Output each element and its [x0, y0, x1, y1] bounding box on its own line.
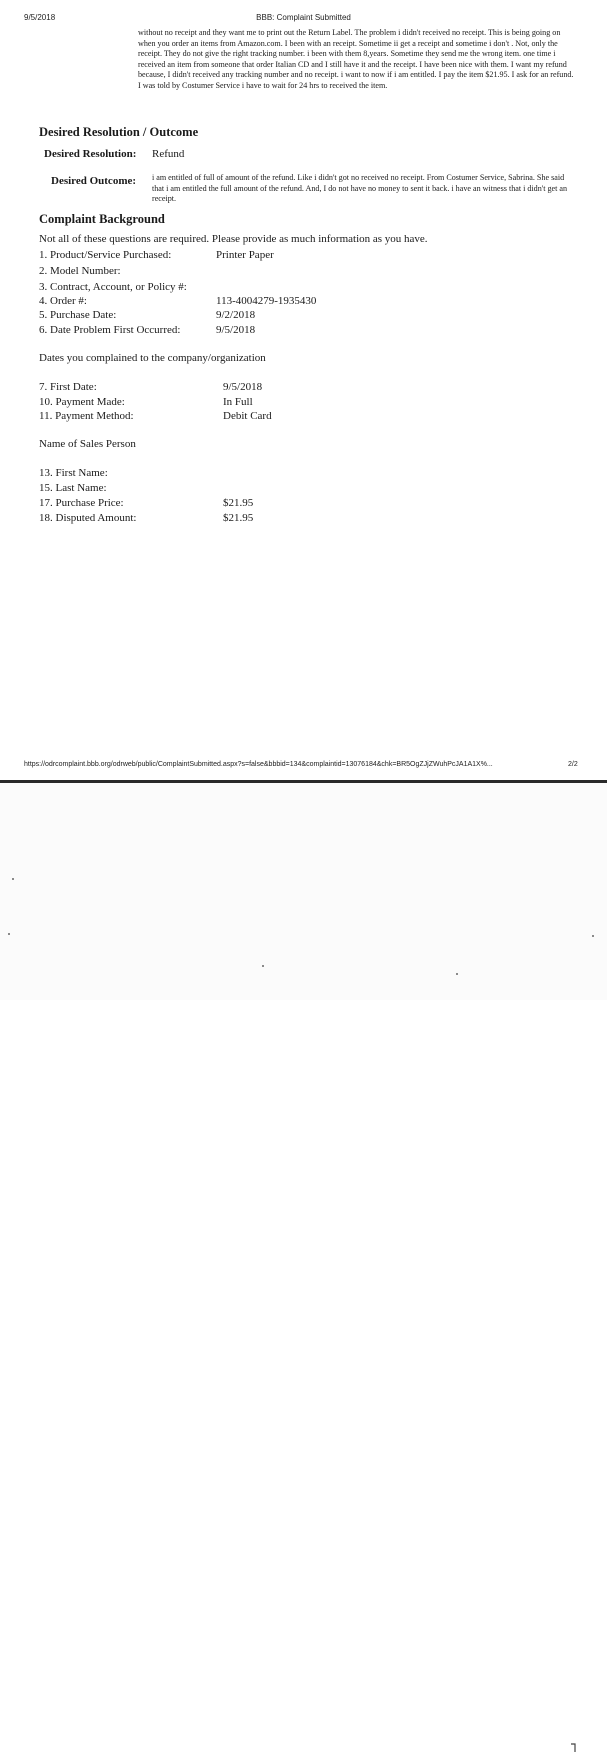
question-label: 3. Contract, Account, or Policy #: [39, 281, 187, 293]
sales-row [39, 467, 579, 481]
footer-url: https://odrcomplaint.bbb.org/odrweb/public/ComplaintSubmitted.aspx?s=false&bbbid=134&complaintid=13076184&chk=BR5OgZJjZWuhPcJA1A1X%... [24, 761, 493, 768]
date-label: 11. Payment Method: [39, 410, 134, 422]
question-row [39, 265, 579, 279]
scan-speck [262, 965, 264, 967]
sales-label: 13. First Name: [39, 467, 108, 479]
question-row [39, 309, 579, 323]
date-row [39, 381, 579, 395]
question-value: 9/2/2018 [216, 309, 256, 321]
resolution-heading: Desired Resolution / Outcome [39, 125, 199, 139]
scan-speck [12, 878, 14, 880]
date-row [39, 410, 579, 424]
date-label: 10. Payment Made: [39, 396, 125, 408]
question-row [39, 249, 579, 263]
document-page [0, 0, 607, 780]
sales-value: $21.95 [223, 497, 254, 509]
date-value: Debit Card [223, 410, 272, 422]
dates-heading: Dates you complained to the company/organization [39, 352, 266, 364]
background-intro: Not all of these questions are required. Please provide as much information as you have. [39, 233, 428, 245]
complaint-description: without no receipt and they want me to print out the Return Label. The problem i didn't received no receipt. This is being going on when you order an items from Amazon.com. I been with an receipt. Sometime ii get a receipt and sometime i don't . Not, only the receipt. They do not give the right tracking number. i been with them 8,years. Sometime they send me the wrong item. one time i received an item from someone that order Italian CD and I still have it and the receipt. I have been nice with them. I want my refund because, I didn't received any tracking number and no receipt. i want to now if i am entitled. I pay the item $21.95. I ask for an refund. I was told by Costumer Service i have to wait for 24 hrs to received the item. [138, 28, 574, 90]
question-label: 5. Purchase Date: [39, 309, 117, 321]
blank-scanned-page [0, 783, 607, 1000]
sales-person-heading: Name of Sales Person [39, 438, 136, 450]
sales-value: $21.95 [223, 512, 254, 524]
date-label: 7. First Date: [39, 381, 97, 393]
desired-outcome-value: i am entitled of full of amount of the refund. Like i didn't got no received no receipt. From Costumer Service, Sabrina. She said that i am entitled the full amount of the refund. And, I do not have no money to sent it back. i have an witness that i didn't get an receipt. [152, 173, 568, 204]
sales-label: 15. Last Name: [39, 482, 107, 494]
sales-row [39, 497, 579, 511]
question-label: 6. Date Problem First Occurred: [39, 324, 181, 336]
question-label: 2. Model Number: [39, 265, 121, 277]
scan-mark-icon [570, 1743, 577, 1753]
question-row [39, 324, 579, 338]
question-label: 4. Order #: [39, 295, 87, 307]
sales-label: 18. Disputed Amount: [39, 512, 137, 524]
background-heading: Complaint Background [39, 212, 165, 226]
desired-resolution-value: Refund [152, 148, 185, 160]
date-value: In Full [223, 396, 253, 408]
date-row [39, 396, 579, 410]
question-row [39, 295, 579, 309]
sales-row [39, 512, 579, 526]
desired-outcome-label: Desired Outcome: [51, 175, 137, 187]
header-title: BBB: Complaint Submitted [256, 13, 351, 22]
scan-speck [456, 973, 458, 975]
desired-resolution-label: Desired Resolution: [44, 148, 137, 160]
question-label: 1. Product/Service Purchased: [39, 249, 172, 261]
scan-speck [592, 935, 594, 937]
header-date: 9/5/2018 [24, 13, 56, 22]
footer-page-number: 2/2 [568, 761, 578, 768]
date-value: 9/5/2018 [223, 381, 263, 393]
question-value: 9/5/2018 [216, 324, 256, 336]
question-value: 113-4004279-1935430 [216, 295, 317, 307]
question-row [39, 281, 579, 295]
question-value: Printer Paper [216, 249, 274, 261]
sales-row [39, 482, 579, 496]
sales-label: 17. Purchase Price: [39, 497, 124, 509]
scan-speck [8, 933, 10, 935]
